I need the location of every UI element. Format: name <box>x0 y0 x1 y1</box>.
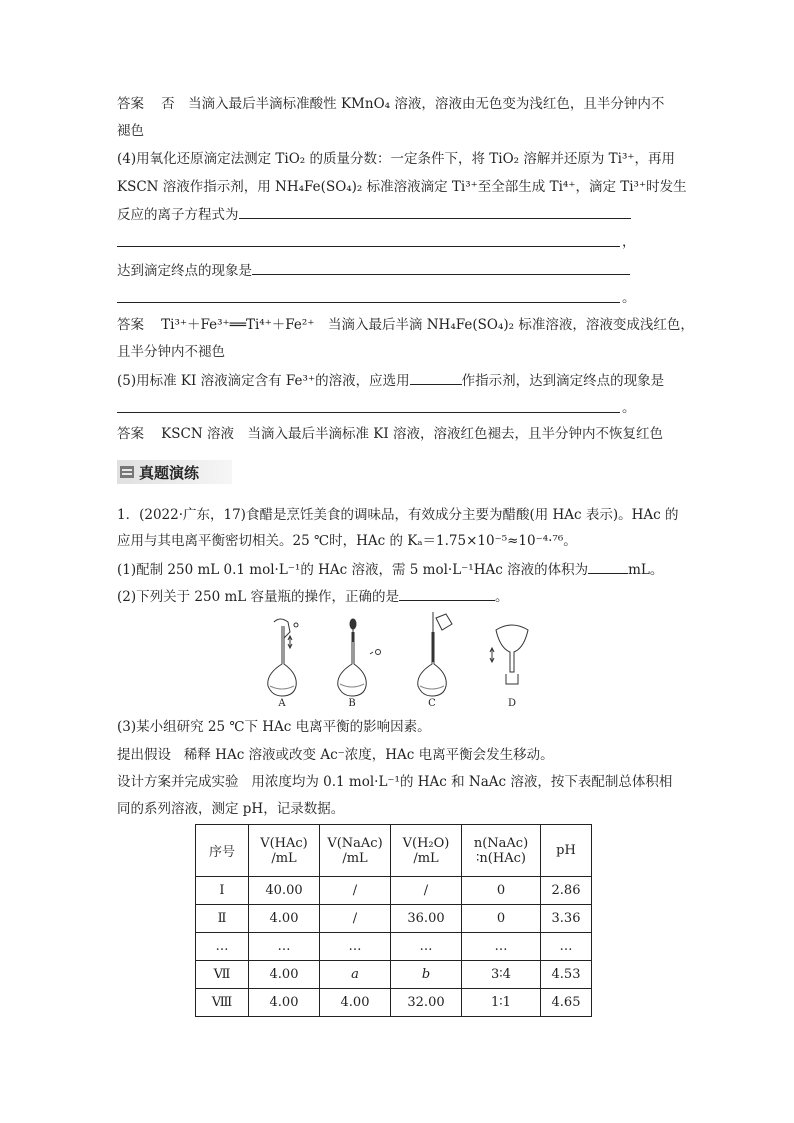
design-text: 用浓度均为 0.1 mol·L⁻¹的 HAc 和 NaAc 溶液，按下表配制总体积相 <box>251 774 673 790</box>
q5-prompt-cont: 作指示剂，达到滴定终点的现象是 <box>461 373 665 389</box>
table-cell: 36.00 <box>391 905 462 933</box>
table-cell: Ⅶ <box>196 961 249 989</box>
q1-sub2-prompt: (2)下列关于 250 mL 容量瓶的操作，正确的是 <box>117 589 400 605</box>
answer-text: KSCN 溶液 当滴入最后半滴标准 KI 溶液，溶液红色褪去，且半分钟内不恢复红色 <box>161 426 663 442</box>
q5-prompt: (5)用标准 KI 溶液滴定含有 Fe³⁺的溶液，应选用 <box>117 373 410 389</box>
table-cell: / <box>320 877 391 905</box>
table-cell: … <box>320 933 391 961</box>
table-row <box>196 961 592 989</box>
table-cell: 4.00 <box>249 989 320 1017</box>
col-header-index: 序号 <box>196 825 249 877</box>
col-header-ph: pH <box>541 825 592 877</box>
answer-blank[interactable] <box>252 260 630 275</box>
answer-label: 答案 <box>117 96 144 112</box>
answer-line <box>117 315 694 335</box>
answer-blank-line[interactable] <box>117 302 620 303</box>
answer-text: 否 当滴入最后半滴标准酸性 KMnO₄ 溶液，溶液由无色变为浅红色，且半分钟内不 <box>161 96 665 112</box>
comma: ， <box>622 234 636 250</box>
table-cell: a <box>320 961 391 989</box>
period: 。 <box>622 290 636 306</box>
design-label: 设计方案并完成实验 <box>117 774 239 790</box>
q1-sub3: (3)某小组研究 25 ℃下 HAc 电离平衡的影响因素。 <box>117 719 431 735</box>
table-row <box>196 905 592 933</box>
hypothesis-text: 稀释 HAc 溶液或改变 Ac⁻浓度，HAc 电离平衡会发生移动。 <box>183 747 554 763</box>
table-cell: 4.00 <box>249 905 320 933</box>
q1-sub2 <box>117 586 509 607</box>
table-cell: Ⅱ <box>196 905 249 933</box>
table-cell: 0 <box>462 905 541 933</box>
col-header-vnaac: V(NaAc) /mL <box>320 825 391 877</box>
q4-prompt2: 达到滴定终点的现象是 <box>117 263 252 279</box>
table-cell: 1∶1 <box>462 989 541 1017</box>
q4-line5 <box>117 260 630 281</box>
answer-blank[interactable] <box>399 586 495 601</box>
table-cell: 4.65 <box>541 989 592 1017</box>
q1-sub1-prompt: (1)配制 250 mL 0.1 mol·L⁻¹的 HAc 溶液，需 5 mol·L⁻¹HAc 溶液的体积为 <box>117 562 589 578</box>
data-table <box>195 824 592 1017</box>
answer-cont: 且半分钟内不褪色 <box>117 344 225 360</box>
table-cell: 2.86 <box>541 877 592 905</box>
q5-line1 <box>117 370 664 391</box>
table-cell: / <box>320 905 391 933</box>
flask-figure <box>260 612 540 708</box>
flask-c-drawing <box>418 612 452 696</box>
answer-line <box>117 94 664 114</box>
table-cell: Ⅷ <box>196 989 249 1017</box>
section-header <box>117 460 232 484</box>
answer-cont: 褪色 <box>117 123 144 139</box>
table-cell: b <box>391 961 462 989</box>
table-header-row <box>196 825 592 877</box>
hypothesis-label: 提出假设 <box>117 747 171 763</box>
q4-line1: (4)用氧化还原滴定法测定 TiO₂ 的质量分数：一定条件下，将 TiO₂ 溶解并还原为 Ti³⁺，再用 <box>117 151 676 167</box>
table-cell: 40.00 <box>249 877 320 905</box>
flask-a-drawing <box>268 619 298 696</box>
table-cell: … <box>391 933 462 961</box>
col-header-vhac: V(HAc) /mL <box>249 825 320 877</box>
table-cell: … <box>462 933 541 961</box>
answer-blank-line[interactable] <box>117 412 620 413</box>
table-cell: Ⅰ <box>196 877 249 905</box>
answer-label: 答案 <box>117 317 144 333</box>
table-cell: 32.00 <box>391 989 462 1017</box>
table-cell: … <box>249 933 320 961</box>
fig-label-c: C <box>428 698 436 708</box>
q4-line2: KSCN 溶液作指示剂，用 NH₄Fe(SO₄)₂ 标准溶液滴定 Ti³⁺至全部生成 Ti⁴⁺，滴定 Ti³⁺时发生 <box>117 179 687 195</box>
q4-prompt: 反应的离子方程式为 <box>117 207 239 223</box>
flask-b-drawing <box>338 619 381 696</box>
table-row <box>196 989 592 1017</box>
section-title: 真题演练 <box>139 464 200 482</box>
q4-line3 <box>117 204 631 225</box>
design-cont: 同的系列溶液，测定 pH，记录数据。 <box>117 801 345 817</box>
hypothesis-line <box>117 745 554 765</box>
table-row <box>196 933 592 961</box>
table-cell: … <box>541 933 592 961</box>
table-cell: / <box>391 877 462 905</box>
col-header-ratio: n(NaAc) ∶n(HAc) <box>462 825 541 877</box>
answer-text: Ti³⁺＋Fe³⁺══Ti⁴⁺＋Fe²⁺ 当滴入最后半滴 NH₄Fe(SO₄)₂ 标准溶液，溶液变成浅红色， <box>161 317 694 333</box>
q1-sub2-end: 。 <box>495 589 509 605</box>
answer-blank[interactable] <box>410 370 462 385</box>
table-cell: 4.00 <box>249 961 320 989</box>
answer-label: 答案 <box>117 426 144 442</box>
col-header-vh2o: V(H₂O) /mL <box>391 825 462 877</box>
q1-sub1 <box>117 559 663 580</box>
table-cell: 4.00 <box>320 989 391 1017</box>
q1-line1: 1．(2022·广东，17)食醋是烹饪美食的调味品，有效成分主要为醋酸(用 HAc 表示)。HAc 的 <box>117 507 679 523</box>
table-cell: 4.53 <box>541 961 592 989</box>
answer-line <box>117 424 663 444</box>
fig-label-d: D <box>507 698 517 708</box>
section-icon <box>120 466 134 478</box>
table-cell: 0 <box>462 877 541 905</box>
flask-d-drawing <box>490 625 528 684</box>
period: 。 <box>622 400 636 416</box>
table-cell: 3.36 <box>541 905 592 933</box>
answer-blank[interactable] <box>588 559 628 574</box>
q1-line2: 应用与其电离平衡密切相关。25 ℃时，HAc 的 Kₐ＝1.75×10⁻⁵≈10⁻⁴·⁷⁶。 <box>117 533 577 549</box>
q1-sub1-unit: mL。 <box>628 562 664 578</box>
answer-blank[interactable] <box>239 204 631 219</box>
table-cell: 3∶4 <box>462 961 541 989</box>
table-cell: … <box>196 933 249 961</box>
table-row <box>196 877 592 905</box>
fig-label-a: A <box>278 698 286 708</box>
design-line <box>117 772 672 792</box>
answer-blank-line[interactable] <box>117 246 620 247</box>
fig-label-b: B <box>348 698 356 708</box>
